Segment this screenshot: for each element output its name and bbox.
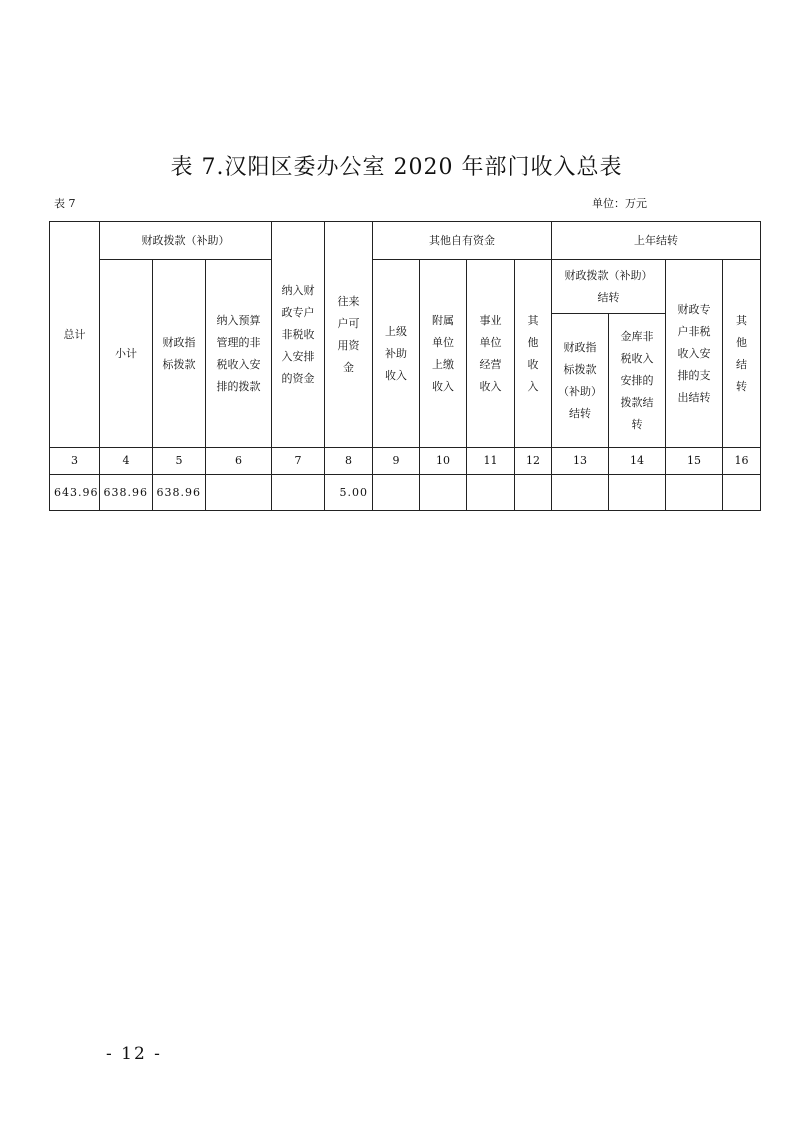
cell-special-nontax-carryover	[666, 475, 723, 511]
table-label: 表 7	[54, 197, 76, 210]
column-number-row	[50, 448, 761, 475]
cell-total: 643.96	[50, 475, 100, 511]
cell-other-carryover	[723, 475, 761, 511]
column-number: 4	[100, 448, 153, 475]
column-number: 8	[325, 448, 373, 475]
cell-treasury-nontax-carryover	[609, 475, 666, 511]
column-number: 7	[272, 448, 325, 475]
header-special-nontax-carryover: 财政专 户非税 收入安 排的支 出结转	[666, 260, 723, 448]
column-number: 9	[373, 448, 420, 475]
column-number: 3	[50, 448, 100, 475]
header-business-income: 事业 单位 经营 收入	[467, 260, 515, 448]
column-number: 16	[723, 448, 761, 475]
header-fiscal-group: 财政拨款（补助）	[100, 222, 272, 260]
header-current-funds: 往来 户可 用资 金	[325, 222, 373, 448]
cell-special-nontax	[272, 475, 325, 511]
unit-label: 单位：万元	[592, 197, 647, 210]
column-number: 13	[552, 448, 609, 475]
header-carryover-group: 上年结转	[552, 222, 761, 260]
column-number: 5	[153, 448, 206, 475]
column-number: 10	[420, 448, 467, 475]
header-affiliated-income: 附属 单位 上缴 收入	[420, 260, 467, 448]
header-subtotal: 小计	[100, 260, 153, 448]
cell-current-funds: 5.00	[325, 475, 373, 511]
cell-business-income	[467, 475, 515, 511]
header-own-funds-group: 其他自有资金	[373, 222, 552, 260]
header-other-carryover: 其 他 结 转	[723, 260, 761, 448]
cell-fiscal-indicator-carryover	[552, 475, 609, 511]
income-summary-table	[49, 221, 761, 511]
header-special-nontax: 纳入财 政专户 非税收 入安排 的资金	[272, 222, 325, 448]
cell-superior-subsidy	[373, 475, 420, 511]
header-other-income: 其 他 收 入	[515, 260, 552, 448]
column-number: 14	[609, 448, 666, 475]
header-row-2	[50, 260, 761, 314]
header-fiscal-indicator-carryover: 财政指 标拨款 （补助） 结转	[552, 314, 609, 448]
cell-subtotal: 638.96	[100, 475, 153, 511]
header-treasury-nontax-carryover: 金库非 税收入 安排的 拨款结 转	[609, 314, 666, 448]
cell-affiliated-income	[420, 475, 467, 511]
cell-other-income	[515, 475, 552, 511]
cell-fiscal-indicator: 638.96	[153, 475, 206, 511]
cell-budget-nontax	[206, 475, 272, 511]
column-number: 6	[206, 448, 272, 475]
data-row	[50, 475, 761, 511]
header-fiscal-indicator: 财政指 标拨款	[153, 260, 206, 448]
header-fiscal-carryover-group: 财政拨款（补助） 结转	[552, 260, 666, 314]
page-title: 表 7.汉阳区委办公室 2020 年部门收入总表	[170, 155, 623, 180]
header-row-1	[50, 222, 761, 260]
page-number: - 12 -	[106, 1044, 162, 1064]
header-total: 总计	[50, 222, 100, 448]
header-budget-nontax: 纳入预算 管理的非 税收入安 排的拨款	[206, 260, 272, 448]
column-number: 11	[467, 448, 515, 475]
header-superior-subsidy: 上级 补助 收入	[373, 260, 420, 448]
column-number: 15	[666, 448, 723, 475]
column-number: 12	[515, 448, 552, 475]
